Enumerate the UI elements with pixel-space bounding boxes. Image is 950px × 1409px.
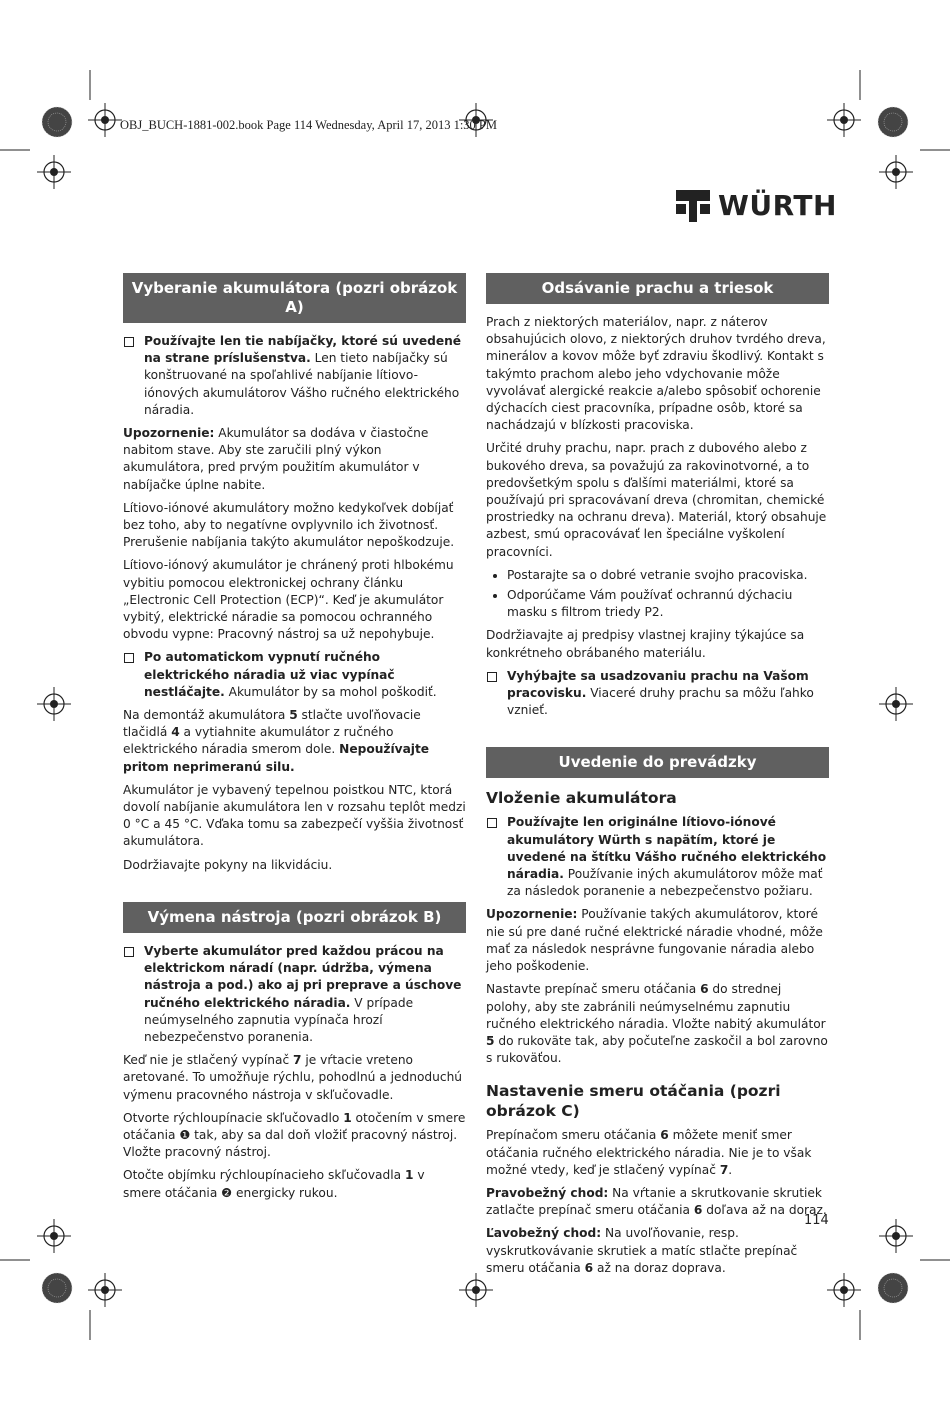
note: Upozornenie: Používanie takých akumulátorov, ktoré nie sú pre dané ručné elektrické náradie vhodné, môže mať za následok nesprávne fungovanie náradia alebo jeho poškodenie. <box>486 907 823 974</box>
paragraph: Ľavobežný chod: Na uvoľňovanie, resp. vyskrutkovávanie skrutiek a matíc stlačte prepínač smeru otáčania 6 až na doraz doprava. <box>486 1226 798 1275</box>
subheading-battery-insert: Vloženie akumulátora <box>486 789 677 808</box>
page-number: 114 <box>804 1213 829 1228</box>
checkbox-icon <box>124 653 134 663</box>
wurth-logo <box>674 188 837 224</box>
paragraph: Dodržiavajte pokyny na likvidáciu. <box>123 857 333 872</box>
checkbox-icon <box>487 672 497 682</box>
warning-item: Používajte len tie nabíjačky, ktoré sú uvedené na strane príslušenstva. Len tieto nabíjačky sú konštruované na spoľahlivé nabíjanie lítiovo-iónových akumulátorov Vášho ručného elektrického náradia. <box>123 333 466 419</box>
paragraph: Lítiovo-iónový akumulátor je chránený proti hlbokému vybitiu pomocou elektronickej ochrany článku „Electronic Cell Protection (ECP)“. Keď je akumulátor vybitý, elektrické náradie sa pomocou ochranného obvodu vypne: Pracovný nástroj sa už nepohybuje. <box>123 558 454 642</box>
list-item: • Postarajte sa o dobré vetranie svojho pracoviska. <box>507 567 829 584</box>
wurth-logo-icon <box>674 188 712 224</box>
bullet-list <box>486 567 829 622</box>
warning-item: Vyberte akumulátor pred každou prácou na elektrickom náradí (napr. údržba, výmena nástroja a pod.) ako aj pri preprave a úschove ručného elektrického náradia. V prípade neúmyselného zapnutia vypínača hrozí nebezpečenstvo poranenia. <box>123 943 466 1046</box>
paragraph: Určité druhy prachu, napr. prach z dubového alebo z bukového dreva, sa považujú za rakovinotvorné, a to predovšetkým spolu s ďalšími materiálmi, ktoré sa používajú pri spracovávaní dreva (chromitan, chemické prostriedky na ochranu dreva). Materiál, ktorý obsahuje azbest, smú opracovávať len špeciálne vyškolení pracovníci. <box>486 441 827 559</box>
section-heading-battery-removal: Vyberanie akumulátora (pozri obrázok A) <box>123 273 466 323</box>
warning-item: Vyhýbajte sa usadzovaniu prachu na Vašom pracovisku. Viaceré druhy prachu sa môžu ľahko vznieť. <box>486 668 829 720</box>
section-heading-operation: Uvedenie do prevádzky <box>486 747 829 778</box>
paragraph: Na demontáž akumulátora 5 stlačte uvoľňovacie tlačidlá 4 a vytiahnite akumulátor z ručného elektrického náradia smerom dole. Nepoužívajte pritom neprimeranú silu. <box>123 708 430 774</box>
subheading-rotation-direction: Nastavenie smeru otáčania (pozri obrázok C) <box>486 1082 781 1121</box>
paragraph: Keď nie je stlačený vypínač 7 je vŕtacie vreteno aretované. To umožňuje rýchlu, pohodlnú a jednoduchú výmenu pracovného nástroja v skľučovadle. <box>123 1053 463 1102</box>
paragraph: Nastavte prepínač smeru otáčania 6 do strednej polohy, aby ste zabránili neúmyselnému zapnutiu ručného elektrického náradia. Vložte nabitý akumulátor 5 do rukoväte tak, aby počuteľne zaskočil a bol zarovno s rukoväťou. <box>486 982 828 1066</box>
wurth-logo-text: WÜRTH <box>718 189 837 222</box>
section-heading-tool-change: Výmena nástroja (pozri obrázok B) <box>123 902 466 933</box>
paragraph: Akumulátor je vybavený tepelnou poistkou NTC, ktorá dovolí nabíjanie akumulátora len v rozsahu teplôt medzi 0 °C a 45 °C. Vďaka tomu sa zabezpečí vyššia životnosť akumulátora. <box>123 782 466 849</box>
section-heading-dust-extraction: Odsávanie prachu a triesok <box>486 273 829 304</box>
print-header: OBJ_BUCH-1881-002.book Page 114 Wednesday, April 17, 2013 1:30 PM <box>120 118 497 132</box>
note: Upozornenie: Akumulátor sa dodáva v čiastočne nabitom stave. Aby ste zaručili plný výkon akumulátora, pred prvým použitím akumulátor v nabíjačke úplne nabite. <box>123 426 429 492</box>
paragraph: Otočte objímku rýchloupínacieho skľučovadla 1 v smere otáčania ❷ energicky rukou. <box>123 1168 425 1200</box>
checkbox-icon <box>124 337 134 347</box>
paragraph: Prepínačom smeru otáčania 6 môžete meniť smer otáčania ručného elektrického náradia. Nie je to však možné vtedy, keď je stlačený vypínač 7. <box>486 1128 812 1177</box>
right-column <box>486 273 829 1283</box>
warning-item: Používajte len originálne lítiovo-iónové akumulátory Würth s napätím, ktoré je uvedené na štítku Vášho ručného elektrického náradia. Používanie iných akumulátorov môže mať za následok poranenie a nebezpečenstvo požiaru. <box>486 814 829 900</box>
checkbox-icon <box>124 947 134 957</box>
paragraph: Dodržiavajte aj predpisy vlastnej krajiny týkajúce sa konkrétneho obrábaného materiálu. <box>486 628 805 660</box>
paragraph: Otvorte rýchloupínacie skľučovadlo 1 otočením v smere otáčania ❶ tak, aby sa dal doň vložiť pracovný nástroj. Vložte pracovný nástroj. <box>123 1110 466 1160</box>
paragraph: Lítiovo-iónové akumulátory možno kedykoľvek dobíjať bez toho, aby to negatívne ovplyvnilo ich životnosť. Prerušenie nabíjania takýto akumulátor nepoškodzuje. <box>123 500 455 550</box>
left-column <box>123 273 466 1208</box>
paragraph: Prach z niektorých materiálov, napr. z náterov obsahujúcich olovo, z niektorých druhov tvrdého dreva, minerálov a kovov môže byť zdraviu škodlivý. Kontakt s takýmto prachom alebo jeho vdychovanie môže vyvolávať alergické reakcie a/alebo spôsobiť ochorenie dýchacích ciest pracovníka, prípadne osôb, ktoré sa nachádzajú v blízkosti pracoviska. <box>486 315 826 433</box>
checkbox-icon <box>487 818 497 828</box>
paragraph: Pravobežný chod: Na vŕtanie a skrutkovanie skrutiek zatlačte prepínač smeru otáčania 6 doľava až na doraz. <box>486 1185 827 1218</box>
list-item: • Odporúčame Vám používať ochrannú dýchaciu masku s filtrom triedy P2. <box>507 587 829 621</box>
warning-item: Po automatickom vypnutí ručného elektrického náradia už viac vypínač nestláčajte. Akumulátor by sa mohol poškodiť. <box>123 649 466 701</box>
